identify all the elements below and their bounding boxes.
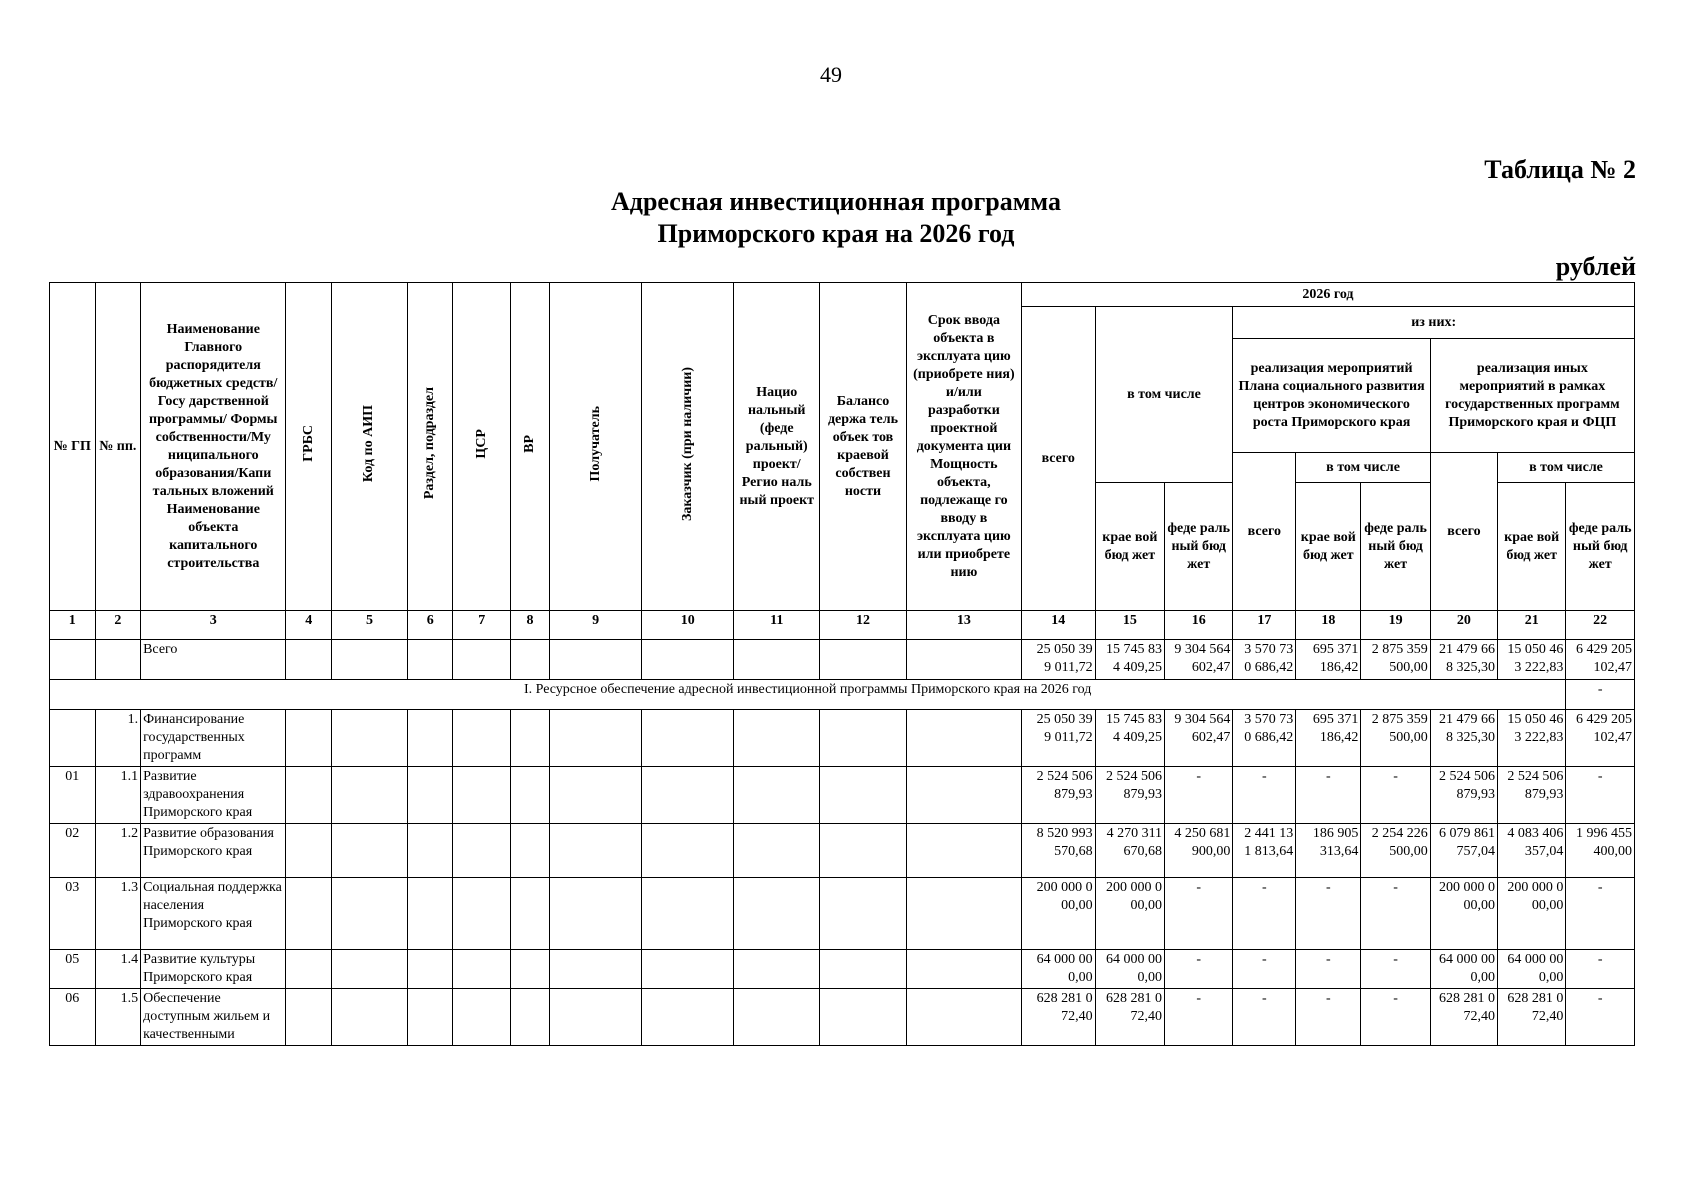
- investment-program-table: [49, 282, 1635, 1046]
- empty-cell: [286, 640, 332, 680]
- header-total: всего: [1021, 307, 1095, 611]
- empty-cell: [550, 767, 642, 824]
- header-name: Наименование Главного распорядителя бюджетных средств/Госу дарственной программы/ Формы собственности/Му ниципального образования/Капи тальных вложений Наименование объекта капитального строительства: [141, 283, 286, 611]
- empty-cell: [642, 878, 734, 950]
- column-number: 9: [550, 611, 642, 640]
- header-gp-no: № ГП: [50, 283, 96, 611]
- program-name: Развитие образования Приморского края: [141, 824, 286, 878]
- gp-number: [50, 710, 96, 767]
- header-plan-total: всего: [1233, 453, 1296, 611]
- amount-cell: 628 281 0 72,40: [1498, 989, 1566, 1046]
- header-other-federal-budget: феде раль ный бюд жет: [1566, 483, 1635, 611]
- amount-cell: 3 570 73 0 686,42: [1233, 710, 1296, 767]
- amount-cell: -: [1296, 878, 1361, 950]
- empty-cell: [332, 950, 408, 989]
- header-of-which: из них:: [1233, 307, 1635, 339]
- header-plan-including: в том числе: [1296, 453, 1431, 483]
- amount-cell: 200 000 0 00,00: [1021, 878, 1095, 950]
- header-recipient: Получатель: [550, 283, 642, 611]
- amount-cell: -: [1296, 950, 1361, 989]
- program-name: Обеспечение доступным жильем и качественными: [141, 989, 286, 1046]
- empty-cell: [453, 824, 510, 878]
- column-numbers-row: [50, 611, 1635, 640]
- amount-cell: 1 996 455 400,00: [1566, 824, 1635, 878]
- empty-cell: [642, 640, 734, 680]
- empty-cell: [550, 950, 642, 989]
- amount-cell: -: [1361, 989, 1430, 1046]
- amount-cell: 628 281 0 72,40: [1430, 989, 1497, 1046]
- empty-cell: [734, 767, 820, 824]
- amount-cell: 64 000 00 0,00: [1498, 950, 1566, 989]
- program-row: [50, 710, 1635, 767]
- empty-cell: [510, 640, 549, 680]
- header-balance-holder: Балансо держа тель объек тов краевой собствен ности: [820, 283, 907, 611]
- empty-cell: [407, 767, 453, 824]
- table-body: [50, 611, 1635, 1046]
- pp-number: 1.1: [95, 767, 141, 824]
- empty-cell: [453, 989, 510, 1046]
- empty-cell: [286, 710, 332, 767]
- amount-cell: -: [1233, 989, 1296, 1046]
- empty-cell: [820, 989, 907, 1046]
- amount-cell: -: [1566, 767, 1635, 824]
- column-number: 6: [407, 611, 453, 640]
- amount-cell: 6 079 861 757,04: [1430, 824, 1497, 878]
- column-number: 1: [50, 611, 96, 640]
- empty-cell: [550, 640, 642, 680]
- empty-cell: [332, 710, 408, 767]
- empty-cell: [820, 878, 907, 950]
- empty-cell: [510, 989, 549, 1046]
- document-title: [0, 186, 1672, 250]
- header-plan-regional-budget: крае вой бюд жет: [1296, 483, 1361, 611]
- header-national-project: Нацио нальный (феде ральный) проект/ Регио наль ный проект: [734, 283, 820, 611]
- header-year: 2026 год: [1021, 283, 1634, 307]
- header-csr: ЦСР: [453, 283, 510, 611]
- amount-cell: -: [1233, 950, 1296, 989]
- empty-cell: [820, 767, 907, 824]
- program-name: Развитие здравоохранения Приморского края: [141, 767, 286, 824]
- amount-cell: 25 050 39 9 011,72: [1021, 640, 1095, 680]
- pp-number: 1.4: [95, 950, 141, 989]
- empty-cell: [453, 710, 510, 767]
- amount-cell: -: [1566, 989, 1635, 1046]
- header-including: в том числе: [1095, 307, 1233, 483]
- amount-cell: -: [1296, 767, 1361, 824]
- title-line-1: Адресная инвестиционная программа: [611, 187, 1061, 216]
- amount-cell: 64 000 00 0,00: [1021, 950, 1095, 989]
- amount-cell: 15 050 46 3 222,83: [1498, 640, 1566, 680]
- empty-cell: [550, 710, 642, 767]
- amount-cell: 695 371 186,42: [1296, 640, 1361, 680]
- units-label: рублей: [1555, 252, 1636, 281]
- header-customer: Заказчик (при наличии): [642, 283, 734, 611]
- amount-cell: 2 875 359 500,00: [1361, 640, 1430, 680]
- empty-cell: [407, 824, 453, 878]
- empty-cell: [286, 989, 332, 1046]
- amount-cell: 64 000 00 0,00: [1095, 950, 1164, 989]
- empty-cell: [332, 767, 408, 824]
- header-other-including: в том числе: [1498, 453, 1635, 483]
- amount-cell: 6 429 205 102,47: [1566, 640, 1635, 680]
- header-aip-code: Код по АИП: [332, 283, 408, 611]
- header-other-group: реализация иных мероприятий в рамках государственных программ Приморского края и ФЦП: [1430, 339, 1634, 453]
- pp-cell: [95, 640, 141, 680]
- header-plan-federal-budget: феде раль ный бюд жет: [1361, 483, 1430, 611]
- amount-cell: -: [1296, 989, 1361, 1046]
- column-number: 3: [141, 611, 286, 640]
- column-number: 2: [95, 611, 141, 640]
- empty-cell: [407, 989, 453, 1046]
- amount-cell: 200 000 0 00,00: [1498, 878, 1566, 950]
- empty-cell: [642, 824, 734, 878]
- empty-cell: [906, 710, 1021, 767]
- column-number: 11: [734, 611, 820, 640]
- empty-cell: [734, 878, 820, 950]
- amount-cell: 695 371 186,42: [1296, 710, 1361, 767]
- program-name: Финансирование государственных программ: [141, 710, 286, 767]
- empty-cell: [510, 710, 549, 767]
- amount-cell: -: [1361, 878, 1430, 950]
- header-vr: ВР: [510, 283, 549, 611]
- empty-cell: [642, 767, 734, 824]
- column-number: 13: [906, 611, 1021, 640]
- header-section: Раздел, подраздел: [407, 283, 453, 611]
- empty-cell: [407, 710, 453, 767]
- empty-cell: [453, 767, 510, 824]
- column-number: 16: [1165, 611, 1233, 640]
- pp-number: 1.: [95, 710, 141, 767]
- amount-cell: -: [1361, 767, 1430, 824]
- amount-cell: 200 000 0 00,00: [1430, 878, 1497, 950]
- amount-cell: 15 745 83 4 409,25: [1095, 710, 1164, 767]
- empty-cell: [906, 950, 1021, 989]
- empty-cell: [820, 824, 907, 878]
- header-commissioning: Срок ввода объекта в эксплуата цию (приобрете ния) и/или разработки проектной документа ции Мощность объекта, подлежаще го вводу в эксплуата цию или приобрете нию: [906, 283, 1021, 611]
- empty-cell: [550, 878, 642, 950]
- pp-number: 1.3: [95, 878, 141, 950]
- header-plan-group: реализация мероприятий Плана социального развития центров экономического роста Приморского края: [1233, 339, 1430, 453]
- empty-cell: [642, 989, 734, 1046]
- header-other-regional-budget: крае вой бюд жет: [1498, 483, 1566, 611]
- amount-cell: -: [1165, 767, 1233, 824]
- gp-cell: [50, 640, 96, 680]
- empty-cell: [906, 767, 1021, 824]
- empty-cell: [510, 878, 549, 950]
- empty-cell: [734, 710, 820, 767]
- empty-cell: [407, 878, 453, 950]
- amount-cell: 4 250 681 900,00: [1165, 824, 1233, 878]
- empty-cell: [510, 824, 549, 878]
- gp-number: 03: [50, 878, 96, 950]
- table-header: [50, 283, 1635, 611]
- gp-number: 05: [50, 950, 96, 989]
- empty-cell: [734, 989, 820, 1046]
- amount-cell: -: [1566, 878, 1635, 950]
- amount-cell: -: [1165, 878, 1233, 950]
- amount-cell: 21 479 66 8 325,30: [1430, 640, 1497, 680]
- column-number: 8: [510, 611, 549, 640]
- empty-cell: [642, 710, 734, 767]
- program-row: [50, 824, 1635, 878]
- amount-cell: 15 050 46 3 222,83: [1498, 710, 1566, 767]
- empty-cell: [550, 989, 642, 1046]
- column-number: 18: [1296, 611, 1361, 640]
- empty-cell: [906, 640, 1021, 680]
- amount-cell: -: [1233, 878, 1296, 950]
- empty-cell: [820, 710, 907, 767]
- empty-cell: [820, 640, 907, 680]
- amount-cell: 2 441 13 1 813,64: [1233, 824, 1296, 878]
- empty-cell: [734, 824, 820, 878]
- total-row: [50, 640, 1635, 680]
- program-row: [50, 989, 1635, 1046]
- amount-cell: 6 429 205 102,47: [1566, 710, 1635, 767]
- header-federal-budget: феде раль ный бюд жет: [1165, 483, 1233, 611]
- amount-cell: 4 083 406 357,04: [1498, 824, 1566, 878]
- column-number: 20: [1430, 611, 1497, 640]
- column-number: 15: [1095, 611, 1164, 640]
- program-row: [50, 950, 1635, 989]
- amount-cell: -: [1361, 950, 1430, 989]
- amount-cell: 2 524 506 879,93: [1095, 767, 1164, 824]
- amount-cell: -: [1233, 767, 1296, 824]
- empty-cell: [510, 950, 549, 989]
- amount-cell: 2 254 226 500,00: [1361, 824, 1430, 878]
- table-label: Таблица № 2: [1484, 155, 1636, 184]
- page-number: 49: [820, 62, 842, 87]
- amount-cell: 21 479 66 8 325,30: [1430, 710, 1497, 767]
- empty-cell: [906, 824, 1021, 878]
- column-number: 17: [1233, 611, 1296, 640]
- pp-number: 1.5: [95, 989, 141, 1046]
- pp-number: 1.2: [95, 824, 141, 878]
- empty-cell: [453, 878, 510, 950]
- amount-cell: 2 875 359 500,00: [1361, 710, 1430, 767]
- section-label: I. Ресурсное обеспечение адресной инвестиционной программы Приморского края на 2026 год: [50, 680, 1566, 710]
- amount-cell: 15 745 83 4 409,25: [1095, 640, 1164, 680]
- column-number: 4: [286, 611, 332, 640]
- gp-number: 06: [50, 989, 96, 1046]
- empty-cell: [286, 824, 332, 878]
- amount-cell: 2 524 506 879,93: [1498, 767, 1566, 824]
- header-pp-no: № пп.: [95, 283, 141, 611]
- total-label: Всего: [141, 640, 286, 680]
- empty-cell: [453, 640, 510, 680]
- program-name: Развитие культуры Приморского края: [141, 950, 286, 989]
- program-row: [50, 878, 1635, 950]
- empty-cell: [510, 767, 549, 824]
- empty-cell: [286, 950, 332, 989]
- empty-cell: [906, 989, 1021, 1046]
- amount-cell: 9 304 564 602,47: [1165, 640, 1233, 680]
- empty-cell: [734, 640, 820, 680]
- amount-cell: 628 281 0 72,40: [1021, 989, 1095, 1046]
- empty-cell: [332, 824, 408, 878]
- column-number: 14: [1021, 611, 1095, 640]
- empty-cell: [642, 950, 734, 989]
- column-number: 12: [820, 611, 907, 640]
- amount-cell: 628 281 0 72,40: [1095, 989, 1164, 1046]
- empty-cell: [407, 950, 453, 989]
- gp-number: 02: [50, 824, 96, 878]
- section-row: [50, 680, 1635, 710]
- empty-cell: [453, 950, 510, 989]
- amount-cell: 3 570 73 0 686,42: [1233, 640, 1296, 680]
- empty-cell: [407, 640, 453, 680]
- amount-cell: 25 050 39 9 011,72: [1021, 710, 1095, 767]
- empty-cell: [820, 950, 907, 989]
- section-end: -: [1566, 680, 1635, 710]
- amount-cell: 8 520 993 570,68: [1021, 824, 1095, 878]
- amount-cell: 4 270 311 670,68: [1095, 824, 1164, 878]
- amount-cell: 64 000 00 0,00: [1430, 950, 1497, 989]
- empty-cell: [550, 824, 642, 878]
- column-number: 7: [453, 611, 510, 640]
- column-number: 19: [1361, 611, 1430, 640]
- empty-cell: [332, 640, 408, 680]
- column-number: 10: [642, 611, 734, 640]
- amount-cell: 186 905 313,64: [1296, 824, 1361, 878]
- amount-cell: -: [1165, 989, 1233, 1046]
- empty-cell: [332, 989, 408, 1046]
- empty-cell: [286, 878, 332, 950]
- amount-cell: 200 000 0 00,00: [1095, 878, 1164, 950]
- header-regional-budget: крае вой бюд жет: [1095, 483, 1164, 611]
- program-name: Социальная поддержка населения Приморского края: [141, 878, 286, 950]
- title-line-2: Приморского края на 2026 год: [657, 219, 1015, 248]
- amount-cell: 2 524 506 879,93: [1021, 767, 1095, 824]
- empty-cell: [332, 878, 408, 950]
- column-number: 21: [1498, 611, 1566, 640]
- amount-cell: -: [1566, 950, 1635, 989]
- header-grbs: ГРБС: [286, 283, 332, 611]
- amount-cell: 9 304 564 602,47: [1165, 710, 1233, 767]
- column-number: 5: [332, 611, 408, 640]
- empty-cell: [734, 950, 820, 989]
- amount-cell: 2 524 506 879,93: [1430, 767, 1497, 824]
- gp-number: 01: [50, 767, 96, 824]
- amount-cell: -: [1165, 950, 1233, 989]
- empty-cell: [906, 878, 1021, 950]
- header-other-total: всего: [1430, 453, 1497, 611]
- column-number: 22: [1566, 611, 1635, 640]
- program-row: [50, 767, 1635, 824]
- empty-cell: [286, 767, 332, 824]
